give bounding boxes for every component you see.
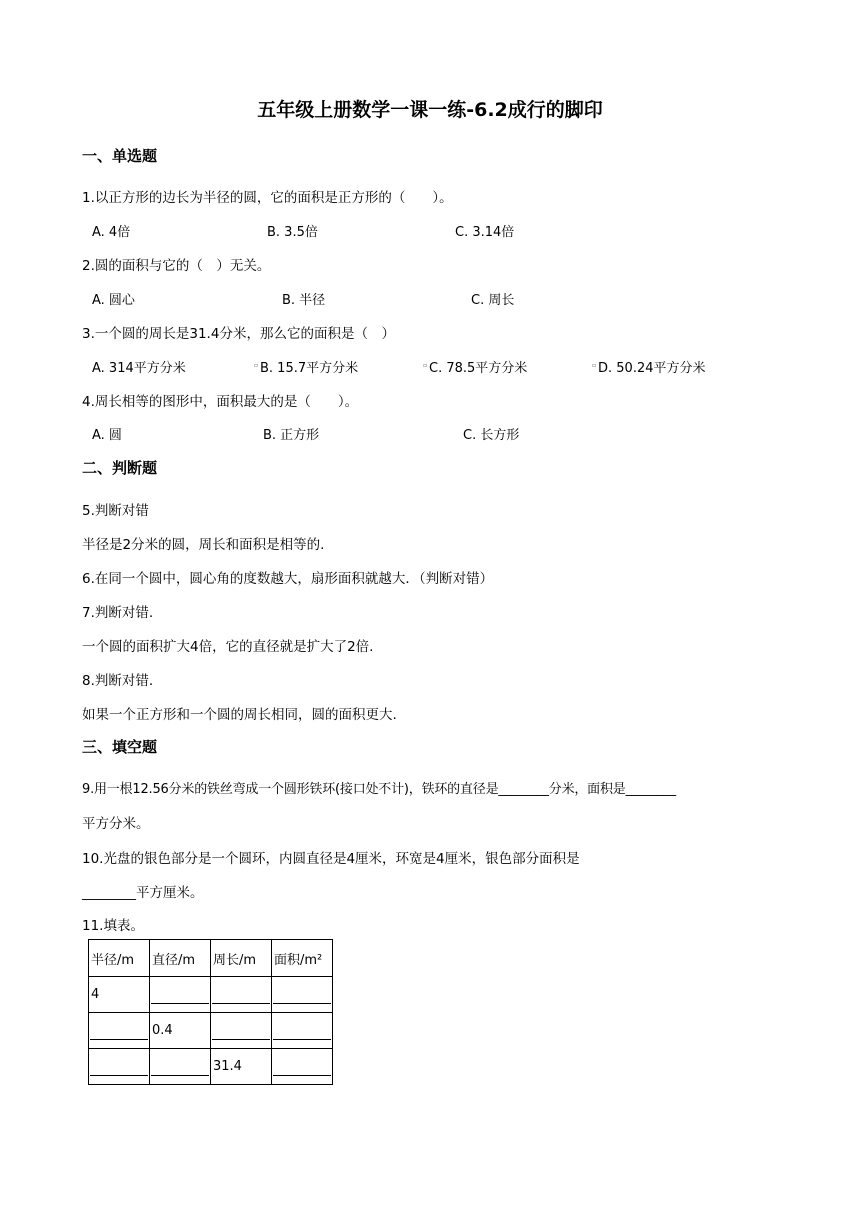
section-heading-fill-in: 三、填空题 bbox=[82, 738, 158, 756]
table-cell-blank[interactable] bbox=[89, 1013, 150, 1049]
question-11: 11.填表。 bbox=[82, 918, 144, 934]
question-1: 1.以正方形的边长为半径的圆，它的面积是正方形的（ ）。 bbox=[82, 190, 453, 206]
question-9-continued: 平方分米。 bbox=[82, 816, 150, 832]
table-cell-value: 0.4 bbox=[152, 1023, 173, 1038]
q3-option-d[interactable]: D. 50.24平方分米 bbox=[598, 361, 706, 376]
answer-blank[interactable] bbox=[273, 1039, 331, 1040]
q4-option-c[interactable]: C. 长方形 bbox=[463, 428, 520, 443]
question-7: 7.判断对错. bbox=[82, 605, 154, 621]
answer-blank[interactable] bbox=[212, 1039, 270, 1040]
q3-option-b-marker: ▫ bbox=[254, 362, 259, 369]
q3-option-b[interactable]: B. 15.7平方分米 bbox=[260, 361, 359, 376]
table-row bbox=[89, 1013, 333, 1049]
table-cell bbox=[150, 1013, 211, 1049]
q2-option-c[interactable]: C. 周长 bbox=[471, 293, 515, 308]
table-cell-blank[interactable] bbox=[89, 1049, 150, 1085]
table-cell-blank[interactable] bbox=[272, 1049, 333, 1085]
answer-blank[interactable] bbox=[151, 1003, 209, 1004]
question-4: 4.周长相等的图形中，面积最大的是（ ）。 bbox=[82, 394, 359, 410]
table-cell-blank[interactable] bbox=[272, 977, 333, 1013]
question-5-statement: 半径是2分米的圆，周长和面积是相等的. bbox=[82, 537, 325, 553]
page-title: 五年级上册数学一课一练-6.2成行的脚印 bbox=[257, 99, 603, 121]
question-9: 9.用一根12.56分米的铁丝弯成一个圆形铁环(接口处不计)，铁环的直径是________分米，面积是________ bbox=[82, 782, 676, 797]
question-2: 2.圆的面积与它的（ ）无关。 bbox=[82, 258, 271, 274]
q1-option-a[interactable]: A. 4倍 bbox=[92, 225, 131, 240]
section-heading-single-choice: 一、单选题 bbox=[82, 147, 158, 165]
q2-option-a[interactable]: A. 圆心 bbox=[92, 293, 135, 308]
question-10: 10.光盘的银色部分是一个圆环，内圆直径是4厘米，环宽是4厘米，银色部分面积是 bbox=[82, 851, 580, 867]
table-cell-blank[interactable] bbox=[150, 977, 211, 1013]
question-7-statement: 一个圆的面积扩大4倍，它的直径就是扩大了2倍. bbox=[82, 639, 374, 655]
table-cell bbox=[211, 1049, 272, 1085]
table-header-cell: 直径/m bbox=[150, 940, 211, 977]
table-header-cell: 周长/m bbox=[211, 940, 272, 977]
table-header-row bbox=[89, 940, 333, 977]
question-8: 8.判断对错. bbox=[82, 673, 154, 689]
table-cell-blank[interactable] bbox=[150, 1049, 211, 1085]
fill-table bbox=[88, 939, 333, 1085]
q3-option-a[interactable]: A. 314平方分米 bbox=[92, 361, 186, 376]
table-row bbox=[89, 977, 333, 1013]
question-6: 6.在同一个圆中，圆心角的度数越大，扇形面积就越大．（判断对错） bbox=[82, 571, 494, 587]
q3-option-d-marker: ▫ bbox=[592, 362, 597, 369]
q4-option-b[interactable]: B. 正方形 bbox=[263, 428, 320, 443]
q4-option-a[interactable]: A. 圆 bbox=[92, 428, 122, 443]
table-row bbox=[89, 1049, 333, 1085]
table-cell-blank[interactable] bbox=[211, 1013, 272, 1049]
answer-blank[interactable] bbox=[90, 1039, 148, 1040]
table-header-cell: 半径/m bbox=[89, 940, 150, 977]
table-cell-blank[interactable] bbox=[211, 977, 272, 1013]
table-cell bbox=[89, 977, 150, 1013]
answer-blank[interactable] bbox=[90, 1075, 148, 1076]
table-cell-blank[interactable] bbox=[272, 1013, 333, 1049]
table-header-cell: 面积/m² bbox=[272, 940, 333, 977]
table-cell-value: 31.4 bbox=[213, 1059, 242, 1074]
question-5: 5.判断对错 bbox=[82, 503, 149, 519]
q1-option-b[interactable]: B. 3.5倍 bbox=[267, 225, 318, 240]
answer-blank[interactable] bbox=[151, 1075, 209, 1076]
q2-option-b[interactable]: B. 半径 bbox=[282, 293, 326, 308]
question-3: 3.一个圆的周长是31.4分米，那么它的面积是（ ） bbox=[82, 326, 395, 342]
table-cell-value: 4 bbox=[91, 987, 100, 1002]
section-heading-true-false: 二、判断题 bbox=[82, 459, 158, 477]
q3-option-c[interactable]: C. 78.5平方分米 bbox=[429, 361, 528, 376]
answer-blank[interactable] bbox=[212, 1003, 270, 1004]
answer-blank[interactable] bbox=[273, 1075, 331, 1076]
q1-option-c[interactable]: C. 3.14倍 bbox=[455, 225, 515, 240]
question-10-continued: ________平方厘米。 bbox=[82, 885, 204, 901]
answer-blank[interactable] bbox=[273, 1003, 331, 1004]
question-8-statement: 如果一个正方形和一个圆的周长相同，圆的面积更大. bbox=[82, 707, 397, 723]
q3-option-c-marker: ▫ bbox=[423, 362, 428, 369]
